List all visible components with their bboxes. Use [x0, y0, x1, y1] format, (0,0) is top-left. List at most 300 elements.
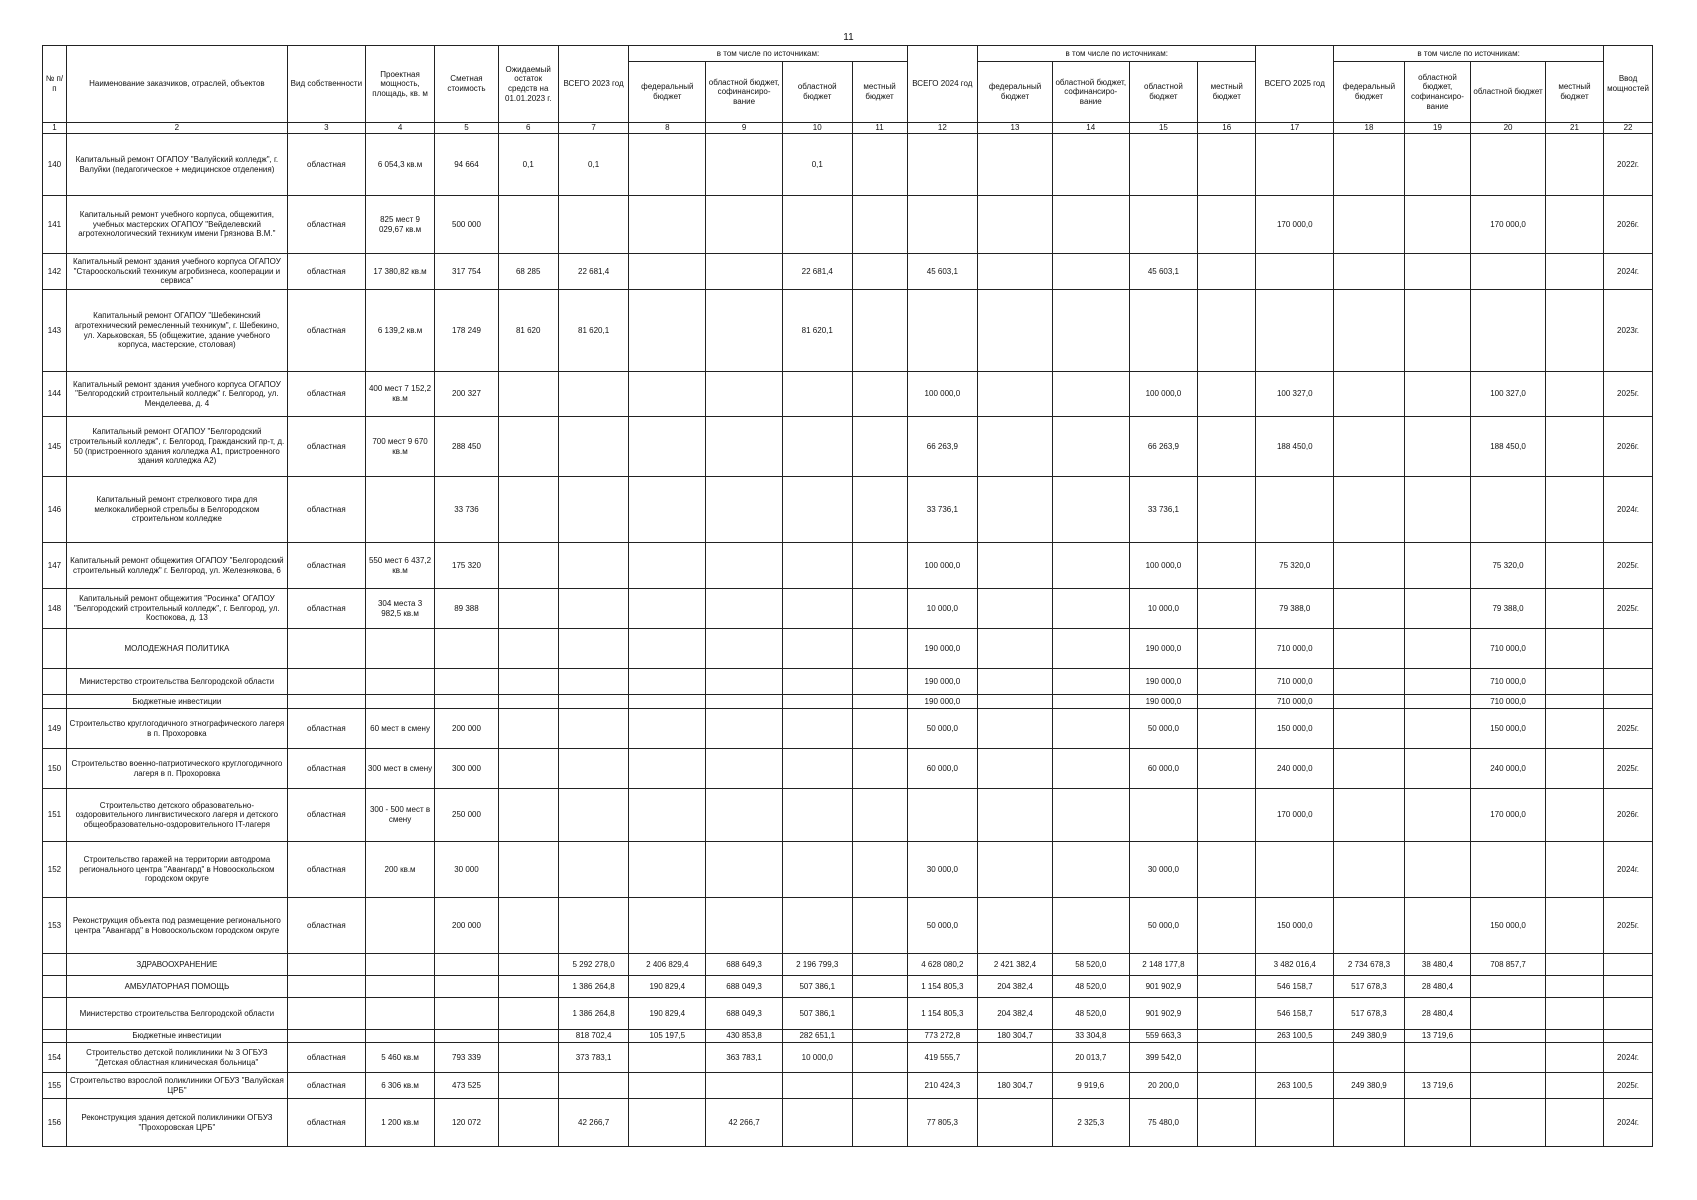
table-cell	[1471, 842, 1546, 898]
table-cell	[287, 976, 365, 998]
table-cell	[1052, 477, 1129, 543]
table-cell: 901 902,9	[1129, 998, 1198, 1030]
table-cell	[978, 695, 1053, 709]
object-name-cell: Бюджетные инвестиции	[66, 695, 287, 709]
table-cell	[978, 254, 1053, 290]
table-cell: 180 304,7	[978, 1073, 1053, 1099]
table-cell	[852, 669, 907, 695]
header-local-2024: местный бюджет	[1198, 62, 1256, 123]
table-cell	[498, 898, 558, 954]
table-cell: 2024г.	[1604, 1043, 1653, 1073]
table-cell	[435, 954, 498, 976]
table-cell	[1198, 134, 1256, 196]
table-cell	[852, 1073, 907, 1099]
table-cell	[629, 669, 706, 695]
table-cell	[782, 669, 852, 695]
table-cell	[1198, 629, 1256, 669]
section-row	[43, 629, 1653, 669]
table-cell	[558, 629, 629, 669]
table-cell	[852, 417, 907, 477]
table-cell	[629, 254, 706, 290]
table-cell: 363 783,1	[706, 1043, 783, 1073]
table-cell: 81 620,1	[558, 290, 629, 372]
table-cell: 773 272,8	[907, 1030, 978, 1043]
table-cell	[498, 1073, 558, 1099]
object-name-cell: Строительство детского образовательно-оздоровительного лингвистического лагеря и детского общеобразовательно-оздоровительного IT-лагеря	[66, 789, 287, 842]
table-cell	[1545, 372, 1603, 417]
table-cell: 793 339	[435, 1043, 498, 1073]
table-cell	[852, 1030, 907, 1043]
column-number-cell: 15	[1129, 123, 1198, 134]
table-cell: 9 919,6	[1052, 1073, 1129, 1099]
table-cell	[1334, 709, 1405, 749]
table-cell	[907, 134, 978, 196]
table-cell	[1198, 1043, 1256, 1073]
table-cell: 700 мест 9 670 кв.м	[365, 417, 435, 477]
table-cell: 263 100,5	[1256, 1030, 1334, 1043]
table-cell: 28 480,4	[1404, 998, 1470, 1030]
table-cell: областная	[287, 134, 365, 196]
table-cell: 2 196 799,3	[782, 954, 852, 976]
table-cell	[1404, 669, 1470, 695]
table-cell: областная	[287, 372, 365, 417]
table-cell	[978, 709, 1053, 749]
table-cell	[1198, 1073, 1256, 1099]
object-name-cell: МОЛОДЕЖНАЯ ПОЛИТИКА	[66, 629, 287, 669]
table-cell: 30 000,0	[907, 842, 978, 898]
table-cell: 507 386,1	[782, 976, 852, 998]
table-cell	[1545, 629, 1603, 669]
table-cell	[558, 749, 629, 789]
table-cell: 2 421 382,4	[978, 954, 1053, 976]
row-number-cell: 142	[43, 254, 67, 290]
table-cell	[1052, 543, 1129, 589]
row-number-cell: 156	[43, 1099, 67, 1147]
table-cell	[1334, 1043, 1405, 1073]
table-cell	[978, 372, 1053, 417]
table-cell	[287, 1030, 365, 1043]
table-row	[43, 749, 1653, 789]
table-cell: областная	[287, 477, 365, 543]
table-cell: 68 285	[498, 254, 558, 290]
table-cell	[629, 1099, 706, 1147]
table-cell	[498, 372, 558, 417]
table-cell	[1256, 290, 1334, 372]
table-cell	[1404, 589, 1470, 629]
table-row	[43, 709, 1653, 749]
table-cell: 300 000	[435, 749, 498, 789]
table-cell	[1052, 254, 1129, 290]
table-cell	[1334, 134, 1405, 196]
table-cell	[852, 629, 907, 669]
table-cell	[629, 417, 706, 477]
object-name-cell: АМБУЛАТОРНАЯ ПОМОЩЬ	[66, 976, 287, 998]
table-cell	[907, 789, 978, 842]
table-cell: 38 480,4	[1404, 954, 1470, 976]
table-cell	[1256, 1099, 1334, 1147]
table-cell	[706, 1073, 783, 1099]
table-cell: 190 829,4	[629, 998, 706, 1030]
table-cell	[1471, 998, 1546, 1030]
table-cell	[978, 134, 1053, 196]
table-cell	[907, 290, 978, 372]
table-cell	[629, 589, 706, 629]
table-cell: 50 000,0	[907, 898, 978, 954]
object-name-cell: Капитальный ремонт учебного корпуса, общежития, учебных мастерских ОГАПОУ "Вейделевский агротехнологический техникум имени Грязнова В.М."	[66, 196, 287, 254]
table-cell	[1052, 290, 1129, 372]
table-cell: областная	[287, 543, 365, 589]
table-cell: областная	[287, 1099, 365, 1147]
table-cell	[852, 589, 907, 629]
table-cell	[706, 709, 783, 749]
table-cell: областная	[287, 789, 365, 842]
table-cell	[1604, 954, 1653, 976]
table-cell	[435, 998, 498, 1030]
table-cell	[1471, 1030, 1546, 1043]
table-cell	[1545, 709, 1603, 749]
table-cell	[1545, 477, 1603, 543]
table-cell	[782, 898, 852, 954]
table-cell	[629, 134, 706, 196]
table-cell	[498, 1043, 558, 1073]
table-cell: 688 049,3	[706, 998, 783, 1030]
column-number-cell: 14	[1052, 123, 1129, 134]
section-row	[43, 954, 1653, 976]
table-cell: 204 382,4	[978, 976, 1053, 998]
table-cell	[1545, 196, 1603, 254]
row-number-cell	[43, 954, 67, 976]
table-cell	[782, 749, 852, 789]
header-ownership: Вид собственности	[287, 46, 365, 123]
table-cell	[782, 629, 852, 669]
table-cell: областная	[287, 417, 365, 477]
column-number-cell: 21	[1545, 123, 1603, 134]
table-cell	[1052, 669, 1129, 695]
table-cell	[978, 842, 1053, 898]
table-cell	[1198, 543, 1256, 589]
table-cell	[782, 842, 852, 898]
column-number-cell: 10	[782, 123, 852, 134]
table-cell	[1052, 749, 1129, 789]
table-cell	[782, 477, 852, 543]
table-cell: 901 902,9	[1129, 976, 1198, 998]
row-number-cell: 153	[43, 898, 67, 954]
column-number-cell: 9	[706, 123, 783, 134]
table-cell	[782, 589, 852, 629]
table-cell	[1545, 1043, 1603, 1073]
table-cell	[1334, 543, 1405, 589]
table-cell	[498, 749, 558, 789]
table-cell	[852, 254, 907, 290]
table-cell	[706, 254, 783, 290]
table-cell: 2 148 177,8	[1129, 954, 1198, 976]
table-cell: 33 736	[435, 477, 498, 543]
section-row	[43, 695, 1653, 709]
table-cell	[706, 842, 783, 898]
row-number-cell	[43, 629, 67, 669]
table-cell: 5 292 278,0	[558, 954, 629, 976]
table-cell	[629, 372, 706, 417]
table-cell: 500 000	[435, 196, 498, 254]
table-cell	[1545, 290, 1603, 372]
table-cell	[287, 998, 365, 1030]
table-cell	[558, 589, 629, 629]
object-name-cell: Бюджетные инвестиции	[66, 1030, 287, 1043]
table-cell: 710 000,0	[1256, 669, 1334, 695]
table-cell: 60 мест в смену	[365, 709, 435, 749]
row-number-cell: 150	[43, 749, 67, 789]
table-cell	[1334, 589, 1405, 629]
table-cell	[1198, 477, 1256, 543]
budget-table	[42, 45, 1653, 1147]
table-cell	[1198, 842, 1256, 898]
table-cell	[706, 589, 783, 629]
header-federal-2025: федеральный бюджет	[1334, 62, 1405, 123]
table-cell	[1052, 898, 1129, 954]
table-cell	[558, 372, 629, 417]
column-number-cell: 2	[66, 123, 287, 134]
table-cell: 100 327,0	[1471, 372, 1546, 417]
table-cell	[852, 954, 907, 976]
table-cell	[629, 898, 706, 954]
table-cell: 304 места 3 982,5 кв.м	[365, 589, 435, 629]
table-cell	[1471, 134, 1546, 196]
table-cell	[498, 954, 558, 976]
header-local-2025: местный бюджет	[1545, 62, 1603, 123]
table-cell	[852, 134, 907, 196]
table-cell	[435, 1030, 498, 1043]
row-number-cell: 144	[43, 372, 67, 417]
table-cell	[852, 290, 907, 372]
table-cell	[852, 477, 907, 543]
row-number-cell: 152	[43, 842, 67, 898]
table-cell	[1052, 709, 1129, 749]
table-cell: 66 263,9	[907, 417, 978, 477]
header-total-2024: ВСЕГО 2024 год	[907, 46, 978, 123]
table-cell	[1404, 543, 1470, 589]
table-cell: 190 829,4	[629, 976, 706, 998]
table-cell: 100 000,0	[1129, 372, 1198, 417]
object-name-cell: Капитальный ремонт ОГАПОУ "Валуйский колледж", г. Валуйки (педагогическое + медицинское отделения)	[66, 134, 287, 196]
table-cell	[852, 543, 907, 589]
table-cell: 1 200 кв.м	[365, 1099, 435, 1147]
object-name-cell: Строительство гаражей на территории автодрома регионального центра "Авангард" в Новооскольском городском округе	[66, 842, 287, 898]
table-cell	[498, 789, 558, 842]
table-cell	[1198, 290, 1256, 372]
table-cell	[365, 898, 435, 954]
table-cell: 100 000,0	[1129, 543, 1198, 589]
table-cell	[558, 669, 629, 695]
table-cell	[1198, 196, 1256, 254]
table-cell	[1052, 629, 1129, 669]
table-cell	[1545, 898, 1603, 954]
header-regional-cofin-2023: областной бюджет, софинансиро-вание	[706, 62, 783, 123]
table-cell: 89 388	[435, 589, 498, 629]
header-commission: Ввод мощностей	[1604, 46, 1653, 123]
table-cell: 6 054,3 кв.м	[365, 134, 435, 196]
table-cell: 373 783,1	[558, 1043, 629, 1073]
table-cell	[1198, 589, 1256, 629]
table-cell: 180 304,7	[978, 1030, 1053, 1043]
table-cell: 22 681,4	[558, 254, 629, 290]
table-cell	[629, 842, 706, 898]
table-cell: 48 520,0	[1052, 976, 1129, 998]
column-number-cell: 4	[365, 123, 435, 134]
column-number-cell: 11	[852, 123, 907, 134]
table-cell	[978, 629, 1053, 669]
table-cell: 75 480,0	[1129, 1099, 1198, 1147]
table-cell	[978, 543, 1053, 589]
table-cell	[629, 290, 706, 372]
column-number-cell: 8	[629, 123, 706, 134]
table-cell	[1604, 976, 1653, 998]
table-cell	[782, 789, 852, 842]
table-cell: областная	[287, 1073, 365, 1099]
table-cell	[498, 976, 558, 998]
table-cell	[435, 695, 498, 709]
column-number-cell: 3	[287, 123, 365, 134]
object-name-cell: Строительство детской поликлиники № 3 ОГБУЗ "Детская областная клиническая больница"	[66, 1043, 287, 1073]
table-cell	[1334, 372, 1405, 417]
table-cell: 204 382,4	[978, 998, 1053, 1030]
table-row	[43, 254, 1653, 290]
table-cell	[558, 898, 629, 954]
table-cell	[1404, 134, 1470, 196]
table-cell: 150 000,0	[1256, 898, 1334, 954]
table-cell: областная	[287, 1043, 365, 1073]
header-sources-2025: в том числе по источникам:	[1334, 46, 1604, 62]
table-cell: 190 000,0	[1129, 629, 1198, 669]
table-cell: 13 719,6	[1404, 1073, 1470, 1099]
row-number-cell: 146	[43, 477, 67, 543]
object-name-cell: Капитальный ремонт ОГАПОУ "Шебекинский агротехнический ремесленный техникум", г. Шебекино, ул. Харьковская, 55 (общежитие, здание учебного корпуса, мастерские, столовая)	[66, 290, 287, 372]
table-row	[43, 290, 1653, 372]
header-sources-2023: в том числе по источникам:	[629, 46, 907, 62]
table-cell	[365, 976, 435, 998]
table-cell: 210 424,3	[907, 1073, 978, 1099]
table-cell	[706, 372, 783, 417]
table-cell	[1052, 196, 1129, 254]
table-cell	[498, 669, 558, 695]
table-cell: 190 000,0	[1129, 669, 1198, 695]
table-cell	[1198, 669, 1256, 695]
table-cell: 17 380,82 кв.м	[365, 254, 435, 290]
table-cell: 75 320,0	[1471, 543, 1546, 589]
row-number-cell: 147	[43, 543, 67, 589]
table-cell	[629, 543, 706, 589]
header-total-2025: ВСЕГО 2025 год	[1256, 46, 1334, 123]
table-cell: областная	[287, 749, 365, 789]
table-cell: 710 000,0	[1471, 629, 1546, 669]
header-name: Наименование заказчиков, отраслей, объектов	[66, 46, 287, 123]
header-local-2023: местный бюджет	[852, 62, 907, 123]
table-cell: 288 450	[435, 417, 498, 477]
table-cell: 1 386 264,8	[558, 998, 629, 1030]
table-cell: 282 651,1	[782, 1030, 852, 1043]
column-number-cell: 20	[1471, 123, 1546, 134]
table-cell	[978, 477, 1053, 543]
table-cell	[782, 543, 852, 589]
table-cell: 2025г.	[1604, 372, 1653, 417]
table-cell	[1129, 134, 1198, 196]
row-number-cell: 145	[43, 417, 67, 477]
table-cell	[498, 998, 558, 1030]
header-regional-cofin-2024: областной бюджет, софинансиро-вание	[1052, 62, 1129, 123]
table-cell	[978, 589, 1053, 629]
table-cell: областная	[287, 589, 365, 629]
table-cell	[629, 789, 706, 842]
header-total-2023: ВСЕГО 2023 год	[558, 46, 629, 123]
table-cell: 517 678,3	[1334, 998, 1405, 1030]
table-cell: 79 388,0	[1256, 589, 1334, 629]
table-cell	[629, 629, 706, 669]
header-remainder: Ожидаемый остаток средств на 01.01.2023 г.	[498, 46, 558, 123]
table-cell	[558, 1073, 629, 1099]
table-cell	[706, 196, 783, 254]
column-number-cell: 13	[978, 123, 1053, 134]
table-cell	[782, 709, 852, 749]
table-cell: областная	[287, 898, 365, 954]
object-name-cell: Строительство взрослой поликлиники ОГБУЗ "Валуйская ЦРБ"	[66, 1073, 287, 1099]
table-cell	[1334, 695, 1405, 709]
table-cell	[629, 1043, 706, 1073]
table-cell	[1198, 695, 1256, 709]
table-cell	[978, 1099, 1053, 1147]
table-cell	[706, 477, 783, 543]
table-cell: 6 306 кв.м	[365, 1073, 435, 1099]
table-cell	[1334, 749, 1405, 789]
table-cell: 473 525	[435, 1073, 498, 1099]
table-cell	[1334, 842, 1405, 898]
table-cell	[1545, 1099, 1603, 1147]
table-cell: 2024г.	[1604, 254, 1653, 290]
row-number-cell: 143	[43, 290, 67, 372]
table-cell	[365, 629, 435, 669]
object-name-cell: Капитальный ремонт ОГАПОУ "Белгородский строительный колледж", г. Белгород, Гражданский пр-т, д. 50 (пристроенного здания колледжа А1, пристроенного здания колледжа А2)	[66, 417, 287, 477]
row-number-cell: 140	[43, 134, 67, 196]
table-cell	[852, 1043, 907, 1073]
table-cell: 75 320,0	[1256, 543, 1334, 589]
table-cell	[1404, 709, 1470, 749]
table-row	[43, 789, 1653, 842]
table-cell: 81 620,1	[782, 290, 852, 372]
table-cell: областная	[287, 709, 365, 749]
table-cell	[1545, 417, 1603, 477]
table-cell	[1604, 629, 1653, 669]
table-cell	[1471, 290, 1546, 372]
table-cell	[1471, 1073, 1546, 1099]
table-cell	[782, 1073, 852, 1099]
table-cell	[782, 695, 852, 709]
column-number-cell: 17	[1256, 123, 1334, 134]
table-cell	[852, 842, 907, 898]
table-cell: областная	[287, 842, 365, 898]
table-cell: 42 266,7	[558, 1099, 629, 1147]
table-cell	[558, 695, 629, 709]
table-row	[43, 589, 1653, 629]
object-name-cell: Строительство круглогодичного этнографического лагеря в п. Прохоровка	[66, 709, 287, 749]
table-cell: 710 000,0	[1471, 669, 1546, 695]
table-cell: 1 386 264,8	[558, 976, 629, 998]
table-cell: 170 000,0	[1256, 789, 1334, 842]
table-cell: 710 000,0	[1256, 695, 1334, 709]
table-cell	[852, 789, 907, 842]
table-cell	[782, 1099, 852, 1147]
table-cell	[1471, 976, 1546, 998]
table-cell: 150 000,0	[1256, 709, 1334, 749]
table-cell	[1334, 629, 1405, 669]
column-number-cell: 7	[558, 123, 629, 134]
